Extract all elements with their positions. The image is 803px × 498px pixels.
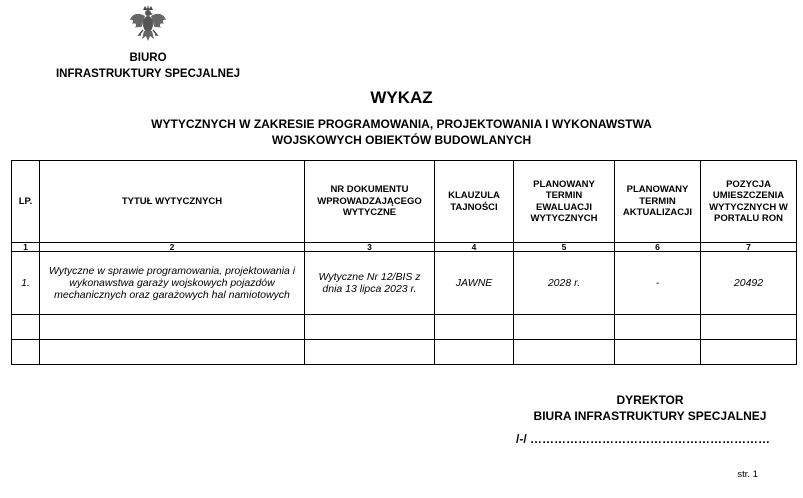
table-row — [12, 252, 797, 315]
cell-classification: JAWNE — [435, 252, 514, 315]
empty-table-row — [12, 315, 797, 340]
signature-block — [500, 392, 800, 424]
column-number: 1 — [12, 243, 40, 252]
signature-role-line2: BIURA INFRASTRUKTURY SPECJALNEJ — [533, 409, 767, 423]
issuing-office-line2: INFRASTRUKTURY SPECJALNEJ — [55, 68, 241, 80]
issuing-office-line1: BIURO — [129, 52, 167, 64]
column-number-row — [12, 243, 797, 252]
document-subtitle — [0, 116, 803, 148]
document-subtitle-line1: WYTYCZNYCH W ZAKRESIE PROGRAMOWANIA, PROJEKTOWANIA I WYKONAWSTWA — [151, 117, 652, 131]
cell-update-term: - — [615, 252, 701, 315]
column-number: 6 — [615, 243, 701, 252]
header-lp: LP. — [12, 161, 40, 243]
column-number: 5 — [514, 243, 615, 252]
cell-evaluation-term: 2028 r. — [514, 252, 615, 315]
signature-line: /-/ …………………………………………………… — [516, 432, 770, 446]
document-title: WYKAZ — [370, 88, 433, 107]
document-subtitle-line2: WOJSKOWYCH OBIEKTÓW BUDOWLANYCH — [271, 133, 532, 147]
cell-portal-position: 20492 — [701, 252, 797, 315]
table-header-row — [12, 161, 797, 243]
header-update-term: PLANOWANY TERMIN AKTUALIZACJI — [615, 161, 701, 243]
column-number: 7 — [701, 243, 797, 252]
empty-table-row — [12, 340, 797, 365]
column-number: 3 — [305, 243, 435, 252]
cell-doc-number: Wytyczne Nr 12/BIS z dnia 13 lipca 2023 r. — [305, 252, 435, 315]
column-number: 4 — [435, 243, 514, 252]
header-portal-position: POZYCJA UMIESZCZENIA WYTYCZNYCH W PORTALU RON — [701, 161, 797, 243]
column-number: 2 — [40, 243, 305, 252]
header-classification: KLAUZULA TAJNOŚCI — [435, 161, 514, 243]
page-number: str. 1 — [737, 469, 758, 480]
signature-role-line1: DYREKTOR — [616, 393, 684, 407]
polish-eagle-emblem-icon — [128, 4, 168, 46]
header-title: TYTUŁ WYTYCZNYCH — [40, 161, 305, 243]
header-doc-number: NR DOKUMENTU WPROWADZAJĄCEGO WYTYCZNE — [305, 161, 435, 243]
guidelines-table — [11, 160, 797, 365]
header-evaluation-term: PLANOWANY TERMIN EWALUACJI WYTYCZNYCH — [514, 161, 615, 243]
cell-title: Wytyczne w sprawie programowania, projektowania i wykonawstwa garaży wojskowych pojazdów mechanicznych oraz garażowych hal namiotowych — [40, 252, 305, 315]
cell-lp: 1. — [12, 252, 40, 315]
issuing-office — [52, 50, 244, 82]
